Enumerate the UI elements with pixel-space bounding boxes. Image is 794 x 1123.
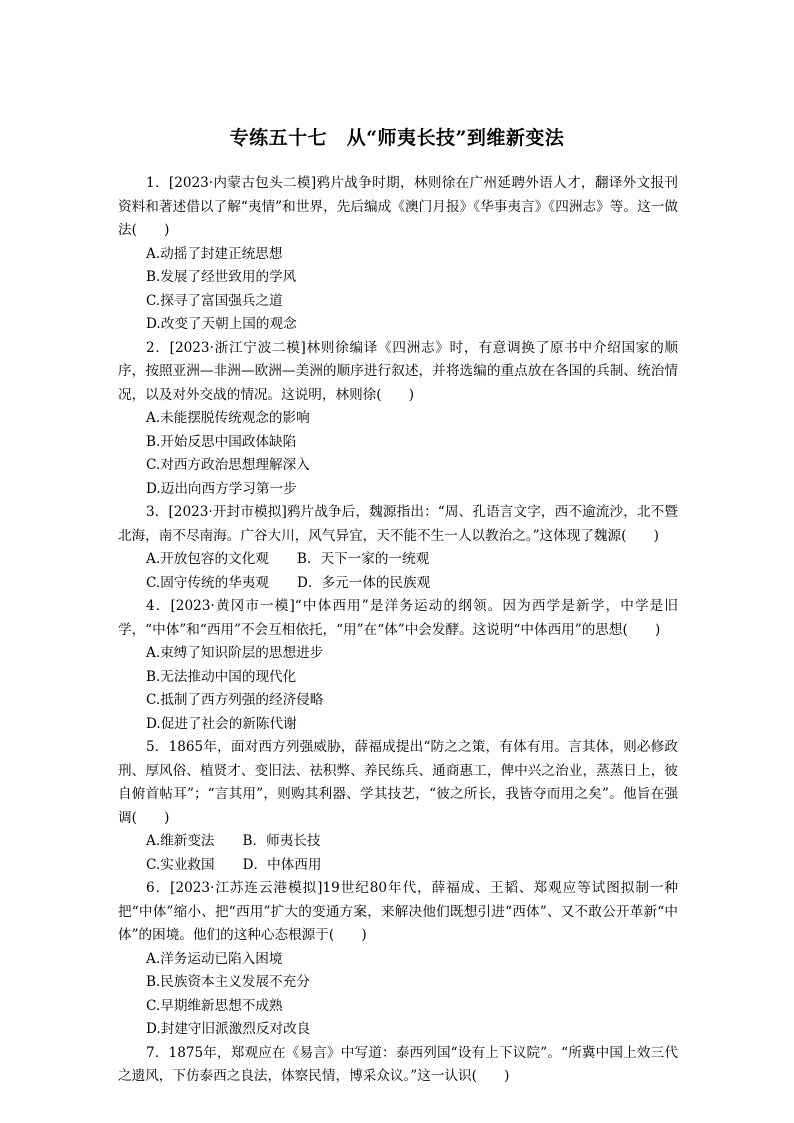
option-c: C.对西方政治思想理解深入 (146, 457, 310, 473)
question-5 (118, 736, 678, 877)
option-row (118, 854, 678, 878)
question-2 (118, 337, 678, 502)
option-a: A.洋务运动已陷入困境 (146, 950, 283, 967)
question-list (118, 172, 678, 1089)
option-c: C.抵制了西方列强的经济侵略 (146, 692, 324, 708)
option-d: D．中体西用 (242, 856, 322, 873)
question-stem: 2．[2023·浙江宁波二模]林则徐编译《四洲志》时，有意调换了原书中介绍国家的顺序，按照亚洲—非洲—欧洲—美洲的顺序进行叙述，并将选编的重点放在各国的兵制、统治情况，以及对外交战的情况。这说明，林则徐( ) (118, 339, 678, 403)
option-c: C.探寻了富国强兵之道 (146, 292, 283, 309)
option-b: B.民族资本主义发展不充分 (146, 974, 310, 990)
question-6 (118, 877, 678, 1042)
question-7 (118, 1042, 678, 1089)
option-d: D.迈出向西方学习第一步 (146, 480, 297, 497)
option-row (118, 830, 678, 854)
page-title: 专练五十七 从“师夷长技”到维新变法 (229, 127, 565, 149)
option-c: C.固守传统的华夷观 (146, 574, 269, 591)
option-b: B．师夷长技 (242, 833, 321, 849)
question-stem: 5．1865年，面对西方列强威胁，薛福成提出“防之之策，有体有用。言其体，则必修政刑、厚风俗、植贤才、变旧法、祛积弊、养民练兵、通商惠工，俾中兴之治业，蒸蒸日上，彼自俯首帖耳”；“言其用”，则购其利器、学其技艺，“彼之所长，我皆夺而用之矣”。他旨在强调( ) (118, 739, 678, 826)
option-a: A.开放包容的文化观 (146, 551, 269, 567)
question-stem: 6．[2023·江苏连云港模拟]19世纪80年代，薛福成、王韬、郑观应等试图拟制一种把“中体”缩小、把“西用”扩大的变通方案，来解决他们既想引进“西体”、又不敢公开革新“中体”的困境。他们的这种心态根源于( ) (118, 880, 678, 943)
question-1 (118, 172, 678, 337)
option-row (118, 548, 678, 572)
question-4 (118, 595, 678, 736)
option-c: C.早期维新思想不成熟 (146, 997, 283, 1014)
option-d: D.改变了天朝上国的观念 (146, 316, 297, 332)
question-stem: 3．[2023·开封市模拟]鸦片战争后，魏源指出：“周、孔语言文字，西不逾流沙，北不暨北海，南不尽南海。广谷大川，风气异宜，天不能不生一人以教治之。”这体现了魏源( ) (118, 504, 678, 544)
question-stem: 7．1875年，郑观应在《易言》中写道：泰西列国“设有上下议院”。“所冀中国上效三代之遗风，下仿泰西之良法，体察民情，博采众议。”这一认识( ) (118, 1044, 678, 1084)
option-d: D.促进了社会的新陈代谢 (146, 715, 297, 732)
option-b: B.无法推动中国的现代化 (146, 668, 297, 685)
option-row (118, 572, 678, 596)
option-c: C.实业救国 (146, 856, 215, 873)
question-stem: 4．[2023·黄冈市一模]“中体西用”是洋务运动的纲领。因为西学是新学，中学是旧学，“中体”和“西用”不会互相依托，“用”在“体”中会发酵。这说明“中体西用”的思想( ) (118, 598, 678, 638)
option-a: A.维新变法 (146, 833, 215, 849)
option-a: A.动摇了封建正统思想 (146, 245, 283, 262)
option-d: D.封建守旧派激烈反对改良 (146, 1021, 311, 1037)
question-3 (118, 501, 678, 595)
option-b: B．天下一家的一统观 (296, 551, 430, 567)
option-a: A.束缚了知识阶层的思想进步 (146, 645, 324, 661)
question-stem: 1．[2023·内蒙古包头二模]鸦片战争时期，林则徐在广州延聘外语人才，翻译外文报刊资料和著述借以了解“夷情”和世界，先后编成《澳门月报》《华事夷言》《四洲志》等。这一做法( ) (118, 175, 678, 238)
option-b: B.发展了经世致用的学风 (146, 269, 297, 285)
option-b: B.开始反思中国政体缺陷 (146, 433, 297, 450)
option-a: A.未能摆脱传统观念的影响 (146, 410, 310, 426)
option-d: D．多元一体的民族观 (297, 574, 431, 591)
